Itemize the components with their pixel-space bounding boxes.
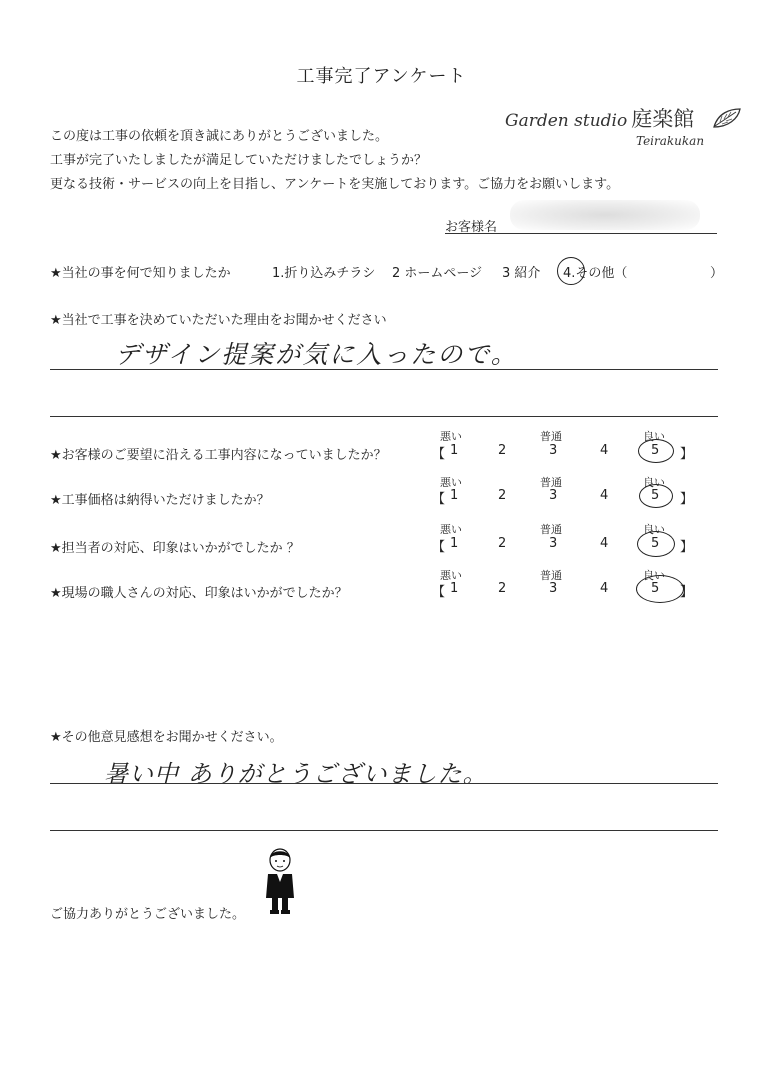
page-title: 工事完了アンケート <box>296 66 467 87</box>
rating-2-question: ★工事価格は納得いただけましたか？ <box>50 493 270 508</box>
rating-3-label-normal: 普通 <box>540 523 562 536</box>
rating-3-num-2: 2 <box>498 536 507 551</box>
q2-answer-line-2 <box>50 416 718 417</box>
bowing-staff-illustration <box>258 846 302 916</box>
q7-question: ★その他意見感想をお聞かせください。 <box>50 730 283 745</box>
q2-handwritten-answer: デザイン提案が気に入ったので。 <box>115 340 518 369</box>
rating-3-num-4: 4 <box>600 536 609 551</box>
rating-3-num-1: 1 <box>450 536 459 551</box>
logo-script: Garden studio <box>505 111 628 131</box>
rating-2-open: 【 <box>432 492 446 507</box>
rating-4-num-3: 3 <box>549 581 558 596</box>
rating-3-num-3: 3 <box>549 536 558 551</box>
rating-4-num-5: 5 <box>651 581 660 596</box>
rating-4-label-good: 良い <box>643 569 665 582</box>
rating-1-label-normal: 普通 <box>540 430 562 443</box>
rating-4-num-1: 1 <box>450 581 459 596</box>
logo-subtitle: Teirakukan <box>636 134 705 148</box>
q1-option-flyer: 1.折り込みチラシ <box>272 266 376 281</box>
rating-4-label-normal: 普通 <box>540 569 562 582</box>
company-logo <box>505 103 694 133</box>
rating-1-label-good: 良い <box>643 430 665 443</box>
q2-answer-line-1 <box>50 369 718 370</box>
rating-3-num-5: 5 <box>651 536 660 551</box>
q1-option-other: 4.その他（ <box>563 266 628 281</box>
customer-name-redacted <box>510 200 700 230</box>
rating-4-question: ★現場の職人さんの対応、印象はいかがでしたか？ <box>50 586 348 601</box>
rating-3-open: 【 <box>432 540 446 555</box>
rating-1-num-1: 1 <box>450 443 459 458</box>
q7-answer-line-2 <box>50 830 718 831</box>
rating-2-label-bad: 悪い <box>440 476 462 489</box>
rating-3-label-good: 良い <box>643 523 665 536</box>
footer-thanks: ご協力ありがとうございました。 <box>50 907 246 922</box>
rating-2-num-4: 4 <box>600 488 609 503</box>
rating-4-num-4: 4 <box>600 581 609 596</box>
customer-name-label: お客様名 <box>445 220 498 235</box>
rating-2-num-5: 5 <box>651 488 660 503</box>
rating-4-open: 【 <box>432 585 446 600</box>
rating-2-label-good: 良い <box>643 476 665 489</box>
rating-3-question: ★担当者の対応、印象はいかがでしたか ？ <box>50 541 300 556</box>
rating-4-label-bad: 悪い <box>440 569 462 582</box>
q1-option-referral: 3 紹介 <box>502 266 541 281</box>
rating-2-close: 】 <box>680 492 694 507</box>
q2-question: ★当社で工事を決めていただいた理由をお聞かせください <box>50 313 387 328</box>
rating-1-selected-circle <box>638 439 674 463</box>
rating-2-num-1: 1 <box>450 488 459 503</box>
rating-1-num-3: 3 <box>549 443 558 458</box>
rating-4-close: 】 <box>680 585 694 600</box>
rating-2-label-normal: 普通 <box>540 476 562 489</box>
rating-1-num-4: 4 <box>600 443 609 458</box>
rating-4-selected-circle <box>636 575 684 603</box>
q1-question: ★当社の事を何で知りましたか <box>50 266 231 281</box>
rating-2-num-3: 3 <box>549 488 558 503</box>
rating-4-num-2: 2 <box>498 581 507 596</box>
customer-name-line <box>445 233 717 234</box>
rating-3-label-bad: 悪い <box>440 523 462 536</box>
q7-handwritten-answer: 暑い中 ありがとうございました。 <box>104 760 488 788</box>
rating-1-num-5: 5 <box>651 443 660 458</box>
q1-option-other-close: ） <box>710 266 724 281</box>
rating-2-selected-circle <box>639 484 673 508</box>
rating-1-question: ★お客様のご要望に沿える工事内容になっていましたか？ <box>50 448 387 463</box>
intro-line-1: この度は工事の依頼を頂き誠にありがとうございました。 <box>50 129 389 144</box>
rating-1-close: 】 <box>680 447 694 462</box>
rating-3-close: 】 <box>680 540 694 555</box>
intro-line-3: 更なる技術・サービスの向上を目指し、アンケートを実施しております。ご協力をお願いします。 <box>50 177 620 192</box>
logo-kanji: 庭楽館 <box>631 107 695 131</box>
intro-line-2: 工事が完了いたしましたが満足していただけましたでしょうか？ <box>50 153 428 168</box>
rating-1-label-bad: 悪い <box>440 430 462 443</box>
rating-3-selected-circle <box>637 531 675 557</box>
q1-option-homepage: 2 ホームページ <box>392 266 483 281</box>
rating-1-open: 【 <box>432 447 446 462</box>
rating-2-num-2: 2 <box>498 488 507 503</box>
leaf-logo-icon <box>712 107 742 129</box>
q1-selected-circle <box>557 257 585 285</box>
rating-1-num-2: 2 <box>498 443 507 458</box>
q7-answer-line-1 <box>50 783 718 784</box>
